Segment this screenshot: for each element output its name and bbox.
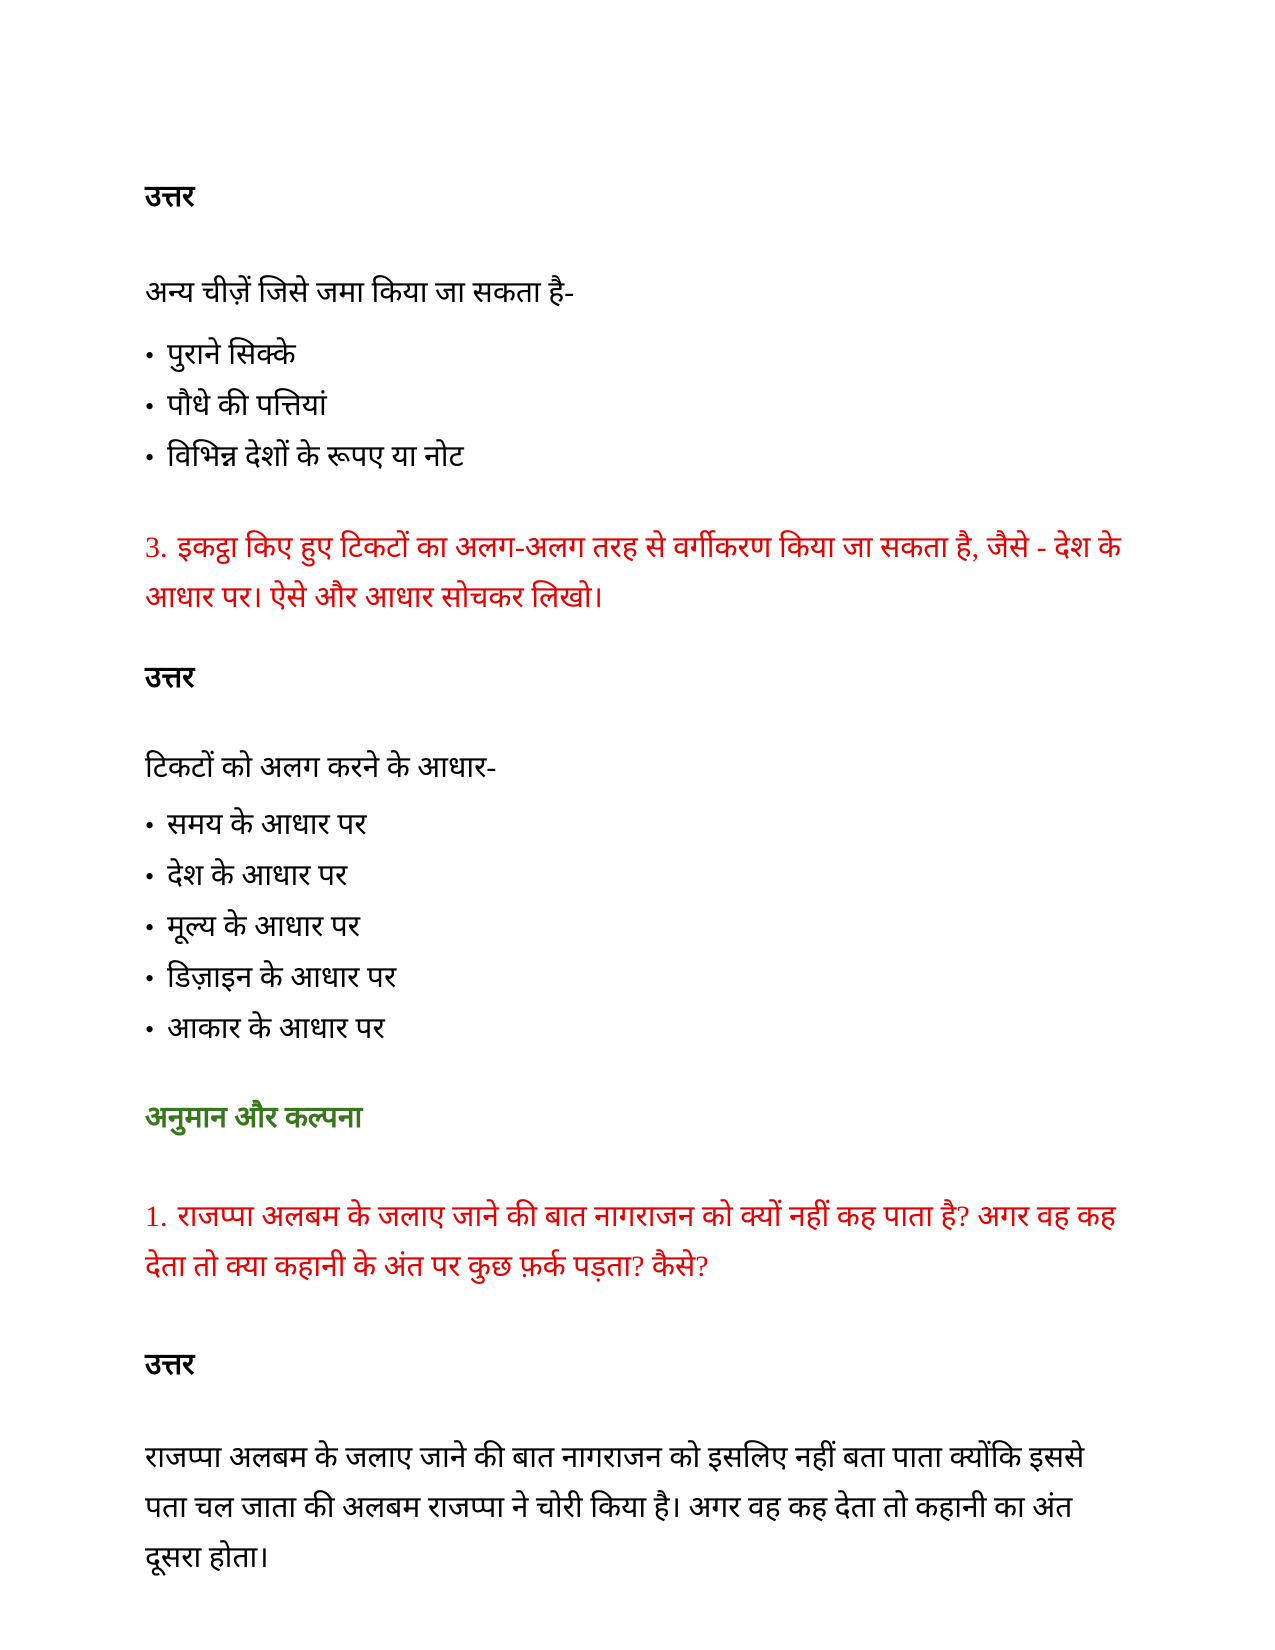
question-number: 1. — [145, 1200, 168, 1233]
question-1 — [145, 1192, 1130, 1292]
classification-intro: टिकटों को अलग करने के आधार- — [145, 751, 497, 784]
question-3 — [145, 523, 1130, 623]
list-item — [145, 902, 1130, 953]
collectibles-intro: अन्य चीज़ें जिसे जमा किया जा सकता है- — [145, 276, 575, 309]
list-item-label: पौधे की पत्तियां — [167, 389, 327, 422]
list-item-label: मूल्य के आधार पर — [167, 910, 361, 943]
bullet-icon: • — [145, 341, 155, 370]
list-item — [145, 432, 1130, 483]
list-item — [145, 800, 1130, 851]
inference-section-heading: अनुमान और कल्पना — [145, 1101, 363, 1134]
bullet-icon: • — [145, 964, 155, 993]
bullet-icon: • — [145, 1015, 155, 1044]
list-item-label: समय के आधार पर — [167, 808, 367, 841]
question-number: 3. — [145, 531, 168, 564]
bullet-icon: • — [145, 862, 155, 891]
list-item — [145, 1004, 1130, 1055]
bullet-icon: • — [145, 443, 155, 472]
question-text: राजप्पा अलबम के जलाए जाने की बात नागराजन को क्यों नहीं कह पाता है? अगर वह कह देता तो क्या कहानी के अंत पर कुछ फ़र्क पड़ता? कैसे? — [145, 1200, 1116, 1283]
list-item-label: पुराने सिक्के — [167, 338, 296, 371]
list-item-label: आकार के आधार पर — [167, 1012, 385, 1045]
list-item — [145, 851, 1130, 902]
bullet-icon: • — [145, 811, 155, 840]
list-item — [145, 330, 1130, 381]
question-text: इकट्ठा किए हुए टिकटों का अलग-अलग तरह से वर्गीकरण किया जा सकता है, जैसे - देश के आधार पर। ऐसे और आधार सोचकर लिखो। — [145, 531, 1121, 614]
list-item — [145, 953, 1130, 1004]
answer-heading-2: उत्तर — [145, 661, 195, 694]
list-item-label: देश के आधार पर — [167, 859, 348, 892]
list-item — [145, 381, 1130, 432]
bullet-icon: • — [145, 392, 155, 421]
final-answer-paragraph: राजप्पा अलबम के जलाए जाने की बात नागराजन को इसलिए नहीं बता पाता क्योंकि इससे पता चल जाता की अलबम राजप्पा ने चोरी किया है। अगर वह कह देता तो कहानी का अंत दूसरा होता। — [145, 1441, 1085, 1574]
answer-heading-3: उत्तर — [145, 1348, 195, 1381]
answer-heading-1: उत्तर — [145, 180, 195, 213]
list-item-label: डिज़ाइन के आधार पर — [167, 961, 397, 994]
classification-list — [145, 800, 1130, 1055]
bullet-icon: • — [145, 913, 155, 942]
list-item-label: विभिन्न देशों के रूपए या नोट — [167, 440, 464, 473]
collectibles-list — [145, 330, 1130, 483]
